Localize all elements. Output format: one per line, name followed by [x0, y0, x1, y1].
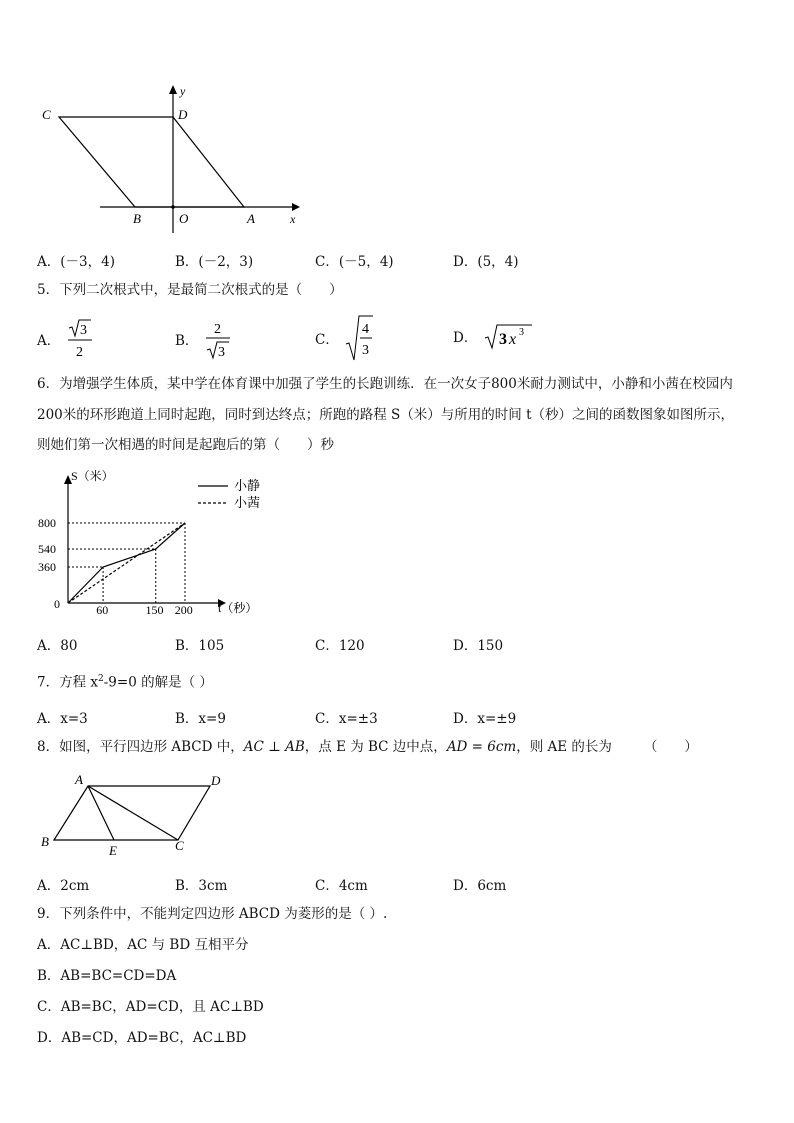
- q6-stem-line3: 则她们第一次相遇的时间是起跑后的第（ ）秒: [37, 437, 334, 453]
- label-A: A: [247, 211, 255, 226]
- x-tick-200: 200: [174, 603, 193, 617]
- q7-stem: 7．方程 $x^2-9=0$ 的解是（ ）: [37, 674, 213, 691]
- label-B: B: [41, 834, 49, 849]
- q9-option-d: D．AB=CD，AD=BC，AC⊥BD: [37, 1030, 247, 1046]
- q5-stem: 5．下列二次根式中，是最简二次根式的是（ ）: [37, 282, 343, 298]
- label-D: D: [178, 107, 188, 122]
- q6-option-b: B．105: [175, 638, 225, 654]
- legend-label-2: 小茜: [234, 495, 261, 510]
- q4-option-a: A．(－3，4): [37, 254, 115, 270]
- svg-text:3: 3: [362, 343, 370, 358]
- q4-option-c: C．(－5，4): [315, 254, 394, 270]
- label-x: x: [290, 212, 296, 226]
- svg-text:3: 3: [518, 327, 524, 338]
- q6-option-c: C．120: [315, 638, 365, 654]
- q9-option-c: C．AB=BC，AD=CD，且 AC⊥BD: [37, 999, 264, 1015]
- q5-option-c: C． 4 3: [315, 314, 377, 362]
- y-axis-arrow: [169, 85, 177, 94]
- svg-text:2: 2: [75, 345, 83, 360]
- q9-option-a: A．AC⊥BD，AC 与 BD 互相平分: [37, 937, 249, 953]
- q6-stem-line1: 6．为增强学生体质，某中学在体育课中加强了学生的长跑训练．在一次女子800米耐力测试中，小静和小茜在校园内: [37, 376, 733, 392]
- q7-option-a: A．x=3: [37, 711, 88, 727]
- label-A: A: [75, 772, 83, 787]
- svg-text:3: 3: [79, 323, 87, 338]
- q8-stem: 8．如图，平行四边形 ABCD 中，AC ⊥ AB，点 E 为 BC 边中点，AD = 6cm，则 AE 的长为 （ ）: [37, 739, 698, 755]
- series-line-2: [68, 523, 185, 603]
- q6-stem-line2: 200米的环形跑道上同时起跑，同时到达终点；所跑的路程 S（米）与所用的时间 t（秒）之间的函数图象如图所示，: [37, 407, 735, 423]
- y-tick-800: 800: [38, 516, 56, 530]
- q5-option-b-math: [203, 318, 233, 360]
- svg-text:2: 2: [213, 322, 221, 337]
- q6-distance-time-chart: [30, 462, 330, 627]
- q6-option-d: D．150: [453, 638, 504, 654]
- x-axis-label: t（秒）: [218, 601, 258, 615]
- q4-option-b: B．(－2，3): [175, 254, 254, 270]
- q8-option-a: A．2cm: [37, 878, 90, 894]
- origin-label: 0: [54, 597, 60, 611]
- svg-text:x: x: [508, 331, 516, 348]
- label-C: C: [42, 107, 51, 122]
- x-axis-arrow: [292, 203, 300, 211]
- svg-text:3: 3: [217, 345, 225, 360]
- q5-option-a-math: [65, 318, 95, 360]
- y-axis-label: S（米）: [71, 469, 114, 483]
- label-O: O: [179, 211, 189, 226]
- x-tick-60: 60: [96, 603, 109, 617]
- q8-figure: [30, 768, 230, 860]
- q8-option-c: C．4cm: [315, 878, 368, 894]
- q5-option-c-math: [343, 314, 377, 362]
- q5-option-d: D． 3 x 3: [453, 322, 534, 350]
- q5-option-b: B． 2 3: [175, 318, 233, 360]
- parallelogram-CDAB: [59, 117, 244, 207]
- q6-option-a: A．80: [37, 638, 78, 654]
- q4-figure: [30, 80, 320, 240]
- y-tick-360: 360: [38, 560, 56, 574]
- svg-text:4: 4: [362, 322, 370, 337]
- q5-option-a: A． 3 2: [37, 318, 95, 360]
- q4-option-d: D．(5，4): [453, 254, 519, 270]
- label-D: D: [211, 773, 221, 788]
- label-C: C: [175, 838, 184, 853]
- q7-option-c: C．x=±3: [315, 711, 378, 727]
- q8-option-b: B．3cm: [175, 878, 228, 894]
- svg-text:3: 3: [498, 331, 507, 348]
- q5-option-d-math: [482, 322, 534, 350]
- q7-option-b: B．x=9: [175, 711, 226, 727]
- label-E: E: [109, 843, 117, 858]
- y-tick-540: 540: [38, 542, 56, 556]
- q9-stem: 9．下列条件中，不能判定四边形 ABCD 为菱形的是（ ）.: [37, 906, 388, 922]
- legend-label-1: 小静: [234, 478, 261, 493]
- q7-option-d: D．x=±9: [453, 711, 517, 727]
- q9-option-b: B．AB=BC=CD=DA: [37, 968, 177, 984]
- label-y: y: [180, 84, 186, 98]
- q8-option-d: D．6cm: [453, 878, 507, 894]
- x-tick-150: 150: [145, 603, 164, 617]
- label-B: B: [133, 211, 141, 226]
